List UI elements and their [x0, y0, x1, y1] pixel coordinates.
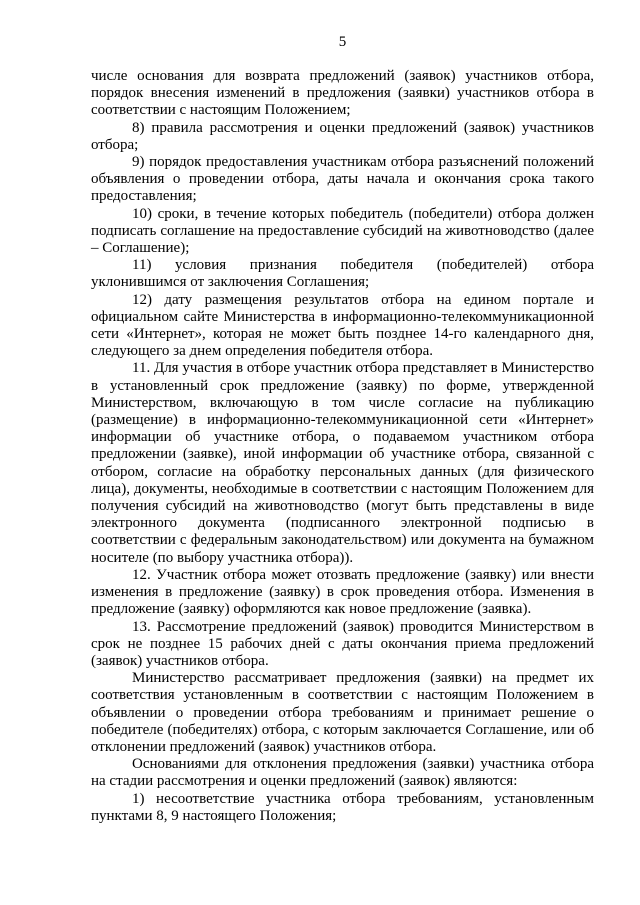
paragraph-item-12: 12) дату размещения результатов отбора на едином портале и официальном сайте Министерства в информационно-телекоммуникационной сети «Интернет», которая не может быть позднее 14-го календарного дня, следующего за днем определения победителя отбора. [91, 291, 594, 360]
paragraph-item-9: 9) порядок предоставления участникам отбора разъяснений положений объявления о проведении отбора, даты начала и окончания срока такого предоставления; [91, 154, 594, 205]
paragraph-clause-13: 13. Рассмотрение предложений (заявок) проводится Министерством в срок не позднее 15 рабочих дней с даты окончания приема предложений (заявок) участников отбора. [91, 618, 594, 669]
paragraph-item-11: 11) условия признания победителя (победителей) отбора уклонившимся от заключения Соглашения; [91, 257, 594, 291]
paragraph-ground-1: 1) несоответствие участника отбора требованиям, установленным пунктами 8, 9 настоящего Положения; [91, 790, 594, 824]
paragraph-clause-11: 11. Для участия в отборе участник отбора представляет в Министерство в установленный срок предложение (заявку) по форме, утвержденной Министерством, включающую в том числе согласие на публикацию (размещение) в информационно-телекоммуникационной сети «Интернет» информации об участнике отбора, о подаваемом участником отбора предложении (заявке), иной информации об участнике отбора, связанной с отбором, согласие на обработку персональных данных (для физического лица), документы, необходимые в соответствии с настоящим Положением для получения субсидий на животноводство (могут быть представлены в виде электронного документа (подписанного электронной подписью в соответствии с федеральным законодательством) или документа на бумажном носителе (по выбору участника отбора)). [91, 360, 594, 566]
page-number: 5 [338, 34, 347, 50]
paragraph-continuation: числе основания для возврата предложений (заявок) участников отбора, порядок внесения изменений в предложения (заявки) участников отбора в соответствии с настоящим Положением; [91, 68, 594, 119]
paragraph-clause-12: 12. Участник отбора может отозвать предложение (заявку) или внести изменения в предложение (заявку) в срок проведения отбора. Изменения в предложение (заявку) оформляются как новое предложение (заявка). [91, 566, 594, 618]
paragraph-rejection-grounds: Основаниями для отклонения предложения (заявки) участника отбора на стадии рассмотрения и оценки предложений (заявок) являются: [91, 756, 594, 790]
paragraph-item-10: 10) сроки, в течение которых победитель (победители) отбора должен подписать соглашение на предоставление субсидий на животноводство (далее – Соглашение); [91, 205, 594, 257]
paragraph-ministry-review: Министерство рассматривает предложения (заявки) на предмет их соответствия установленным в соответствии с настоящим Положением в объявлении о проведении отбора требованиям и принимает решение о победителе (победителях) отбора, с которым заключается Соглашение, или об отклонении предложений (заявок) участников отбора. [91, 670, 594, 755]
paragraph-item-8: 8) правила рассмотрения и оценки предложений (заявок) участников отбора; [91, 119, 594, 153]
